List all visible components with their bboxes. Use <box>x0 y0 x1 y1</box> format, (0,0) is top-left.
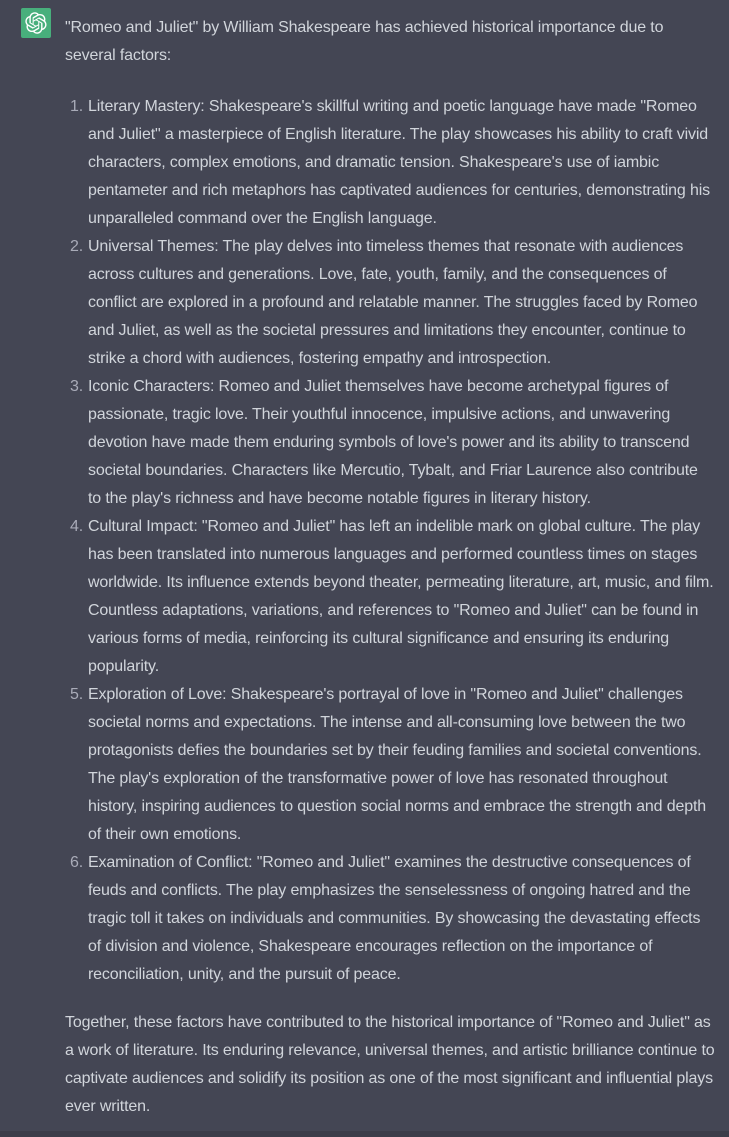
assistant-message-content <box>65 8 715 1121</box>
list-item <box>65 233 715 373</box>
list-number: 2. <box>69 238 83 255</box>
list-number: 4. <box>69 518 83 535</box>
list-item-text: Exploration of Love: Shakespeare's portrayal of love in "Romeo and Juliet" challenges societal norms and expectations. The intense and all-consuming love between the two protagonists defies the boundaries set by their feuding families and societal conventions. The play's exploration of the transformative power of love has resonated throughout history, inspiring audiences to question social norms and embrace the strength and depth of their own emotions. <box>88 686 706 843</box>
list-item <box>65 513 715 681</box>
list-item-text: Examination of Conflict: "Romeo and Juliet" examines the destructive consequences of feuds and conflicts. The play emphasizes the senselessness of ongoing hatred and the tragic toll it takes on individuals and communities. By showcasing the devastating effects of division and violence, Shakespeare encourages reflection on the importance of reconciliation, unity, and the pursuit of peace. <box>88 854 701 983</box>
conclusion-paragraph: Together, these factors have contributed to the historical importance of "Romeo and Juliet" as a work of literature. Its enduring relevance, universal themes, and artistic brilliance continue to captivate audiences and solidify its position as one of the most significant and influential plays ever written. <box>65 1014 715 1115</box>
factors-list <box>65 93 715 989</box>
list-item <box>65 373 715 513</box>
openai-logo-icon <box>25 12 47 34</box>
chatgpt-avatar <box>21 8 51 38</box>
list-item <box>65 93 715 233</box>
list-item <box>65 681 715 849</box>
intro-paragraph: "Romeo and Juliet" by William Shakespeare has achieved historical importance due to several factors: <box>65 19 664 64</box>
list-item <box>65 849 715 989</box>
list-number: 5. <box>69 686 83 703</box>
list-number: 3. <box>69 378 83 395</box>
list-item-text: Iconic Characters: Romeo and Juliet themselves have become archetypal figures of passionate, tragic love. Their youthful innocence, impulsive actions, and unwavering devotion have made them enduring symbols of love's power and its ability to transcend societal boundaries. Characters like Mercutio, Tybalt, and Friar Laurence also contribute to the play's richness and have become notable figures in literary history. <box>88 378 698 507</box>
list-number: 6. <box>69 854 83 871</box>
list-item-text: Cultural Impact: "Romeo and Juliet" has left an indelible mark on global culture. The play has been translated into numerous languages and performed countless times on stages worldwide. Its influence extends beyond theater, permeating literature, art, music, and film. Countless adaptations, variations, and references to "Romeo and Juliet" can be found in various forms of media, reinforcing its cultural significance and ensuring its enduring popularity. <box>88 518 714 675</box>
list-item-text: Universal Themes: The play delves into timeless themes that resonate with audiences across cultures and generations. Love, fate, youth, family, and the consequences of conflict are explored in a profound and relatable manner. The struggles faced by Romeo and Juliet, as well as the societal pressures and limitations they encounter, continue to strike a chord with audiences, fostering empathy and introspection. <box>88 238 698 367</box>
page-bottom-edge <box>0 1131 729 1137</box>
list-item-text: Literary Mastery: Shakespeare's skillful writing and poetic language have made "Romeo and Juliet" a masterpiece of English literature. The play showcases his ability to craft vivid characters, complex emotions, and dramatic tension. Shakespeare's use of iambic pentameter and rich metaphors has captivated audiences for centuries, demonstrating his unparalleled command over the English language. <box>88 98 710 227</box>
list-number: 1. <box>69 98 83 115</box>
